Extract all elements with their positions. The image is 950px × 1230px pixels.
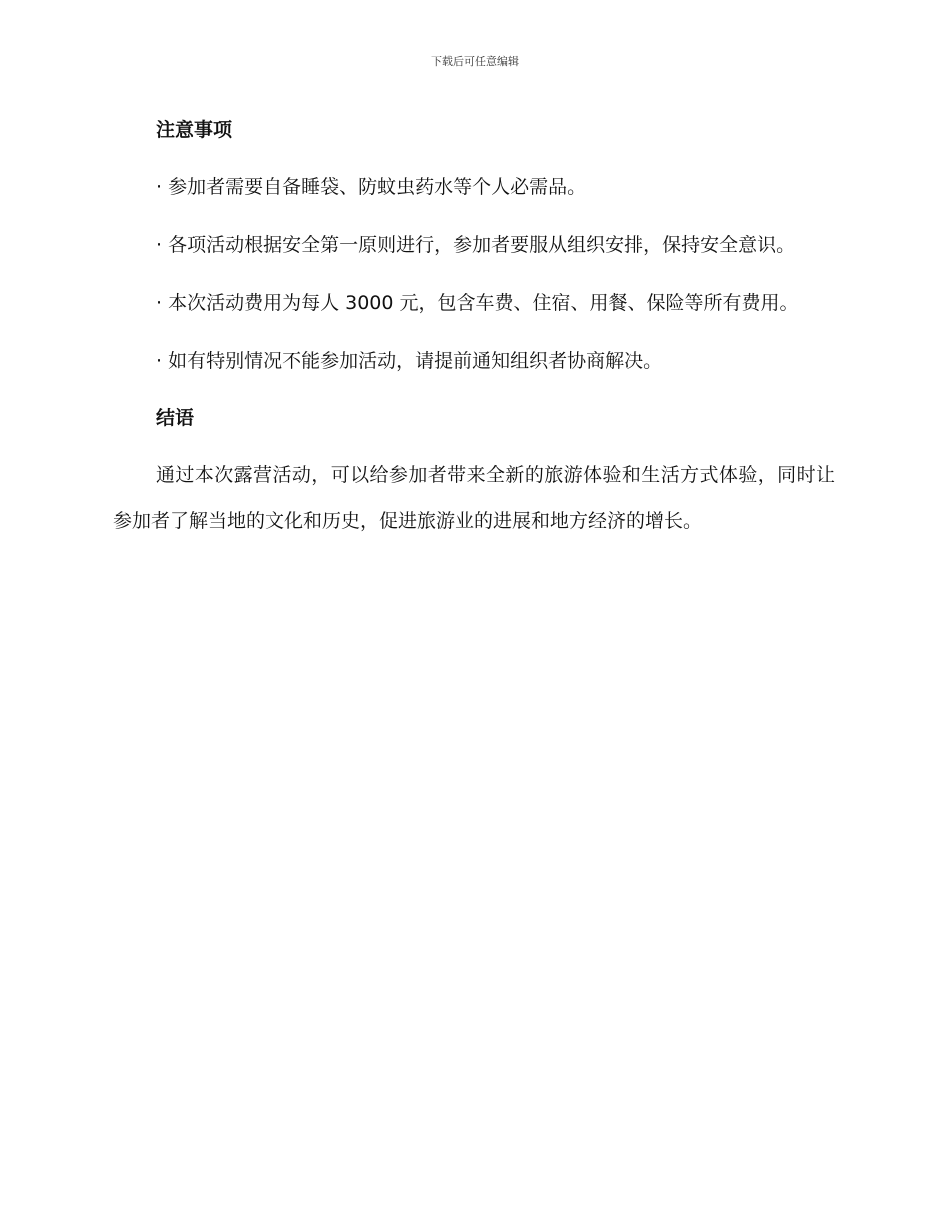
notice-item: · 各项活动根据安全第一原则进行，参加者要服从组织安排，保持安全意识。 bbox=[156, 234, 796, 256]
notice-item: · 参加者需要自备睡袋、防蚊虫药水等个人必需品。 bbox=[156, 176, 587, 198]
notice-heading: 注意事项 bbox=[156, 119, 233, 141]
document-body bbox=[113, 108, 835, 544]
notice-item: · 如有特别情况不能参加活动，请提前通知组织者协商解决。 bbox=[156, 350, 663, 372]
conclusion-heading: 结语 bbox=[156, 407, 195, 429]
page-header: 下载后可任意编辑 bbox=[431, 55, 519, 68]
conclusion-paragraph: 通过本次露营活动，可以给参加者带来全新的旅游体验和生活方式体验，同时让参加者了解当地的文化和历史，促进旅游业的进展和地方经济的增长。 bbox=[113, 464, 835, 532]
notice-item: · 本次活动费用为每人 3000 元，包含车费、住宿、用餐、保险等所有费用。 bbox=[156, 292, 799, 314]
